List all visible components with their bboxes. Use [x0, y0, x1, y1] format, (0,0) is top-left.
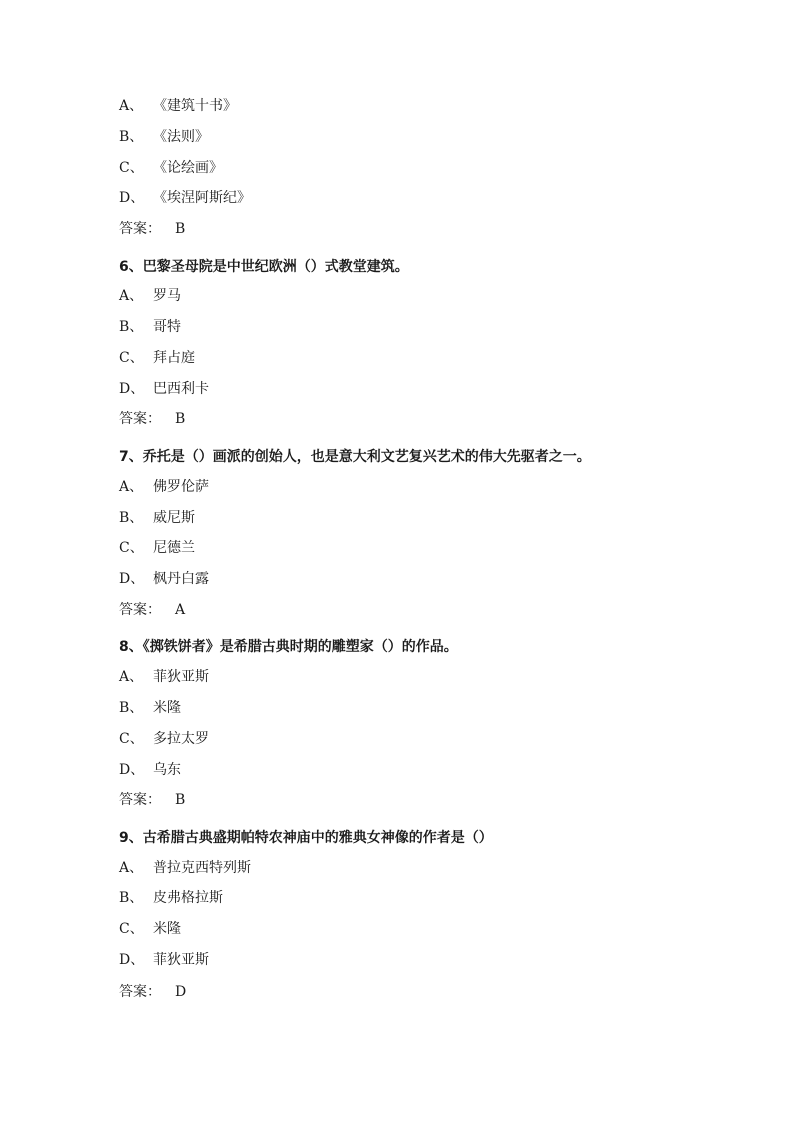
option-letter: D、	[119, 952, 145, 968]
option-line	[119, 318, 181, 336]
option-text: 枫丹白露	[153, 571, 209, 587]
option-line	[119, 730, 209, 748]
answer-line	[119, 601, 185, 619]
option-letter: D、	[119, 762, 145, 778]
option-text: 《法则》	[153, 129, 209, 145]
option-letter: A、	[119, 479, 144, 495]
answer-label: 答案：	[119, 984, 161, 1000]
option-text: 多拉太罗	[153, 731, 209, 747]
answer-label: 答案：	[119, 602, 161, 618]
option-text: 罗马	[153, 288, 181, 304]
option-text: 普拉克西特列斯	[153, 860, 251, 876]
answer-line	[119, 410, 185, 428]
option-text: 哥特	[153, 319, 181, 335]
option-text: 乌东	[153, 762, 181, 778]
answer-value: A	[175, 602, 186, 618]
option-letter: B、	[119, 129, 144, 145]
option-text: 皮弗格拉斯	[153, 890, 223, 906]
option-letter: C、	[119, 160, 144, 176]
option-text: 《建筑十书》	[153, 98, 237, 114]
option-text: 巴西利卡	[153, 381, 209, 397]
option-line	[119, 699, 181, 717]
option-letter: A、	[119, 860, 144, 876]
option-line	[119, 128, 209, 146]
option-text: 尼德兰	[153, 540, 195, 556]
option-text: 《埃涅阿斯纪》	[153, 190, 251, 206]
answer-line	[119, 791, 185, 809]
option-letter: D、	[119, 571, 145, 587]
option-text: 拜占庭	[153, 350, 195, 366]
option-line	[119, 889, 223, 907]
answer-value: D	[175, 984, 187, 1000]
question-title: 7、乔托是（）画派的创始人，也是意大利文艺复兴艺术的伟大先驱者之一。	[119, 449, 591, 465]
question-title: 8、《掷铁饼者》是希腊古典时期的雕塑家（）的作品。	[119, 639, 458, 655]
option-line	[119, 539, 195, 557]
option-letter: B、	[119, 700, 144, 716]
option-line	[119, 859, 251, 877]
option-line	[119, 380, 209, 398]
option-letter: B、	[119, 890, 144, 906]
option-letter: B、	[119, 510, 144, 526]
answer-value: B	[175, 221, 186, 237]
option-text: 威尼斯	[153, 510, 195, 526]
option-line	[119, 159, 223, 177]
option-line	[119, 349, 195, 367]
option-letter: D、	[119, 381, 145, 397]
answer-label: 答案：	[119, 411, 161, 427]
option-text: 《论绘画》	[153, 160, 223, 176]
option-line	[119, 287, 181, 305]
option-text: 菲狄亚斯	[153, 952, 209, 968]
option-letter: A、	[119, 669, 144, 685]
option-line	[119, 668, 209, 686]
option-letter: A、	[119, 288, 144, 304]
answer-label: 答案：	[119, 792, 161, 808]
option-line	[119, 509, 195, 527]
option-letter: C、	[119, 540, 144, 556]
option-letter: C、	[119, 731, 144, 747]
option-letter: B、	[119, 319, 144, 335]
option-line	[119, 189, 251, 207]
answer-label: 答案：	[119, 221, 161, 237]
answer-line	[119, 220, 185, 238]
option-line	[119, 761, 181, 779]
option-letter: C、	[119, 350, 144, 366]
answer-value: B	[175, 411, 186, 427]
option-line	[119, 97, 237, 115]
option-letter: C、	[119, 921, 144, 937]
option-line	[119, 920, 181, 938]
answer-value: B	[175, 792, 186, 808]
option-line	[119, 951, 209, 969]
question-title: 9、古希腊古典盛期帕特农神庙中的雅典女神像的作者是（）	[119, 830, 493, 846]
option-text: 菲狄亚斯	[153, 669, 209, 685]
option-line	[119, 478, 209, 496]
option-text: 米隆	[153, 921, 181, 937]
option-text: 佛罗伦萨	[153, 479, 209, 495]
option-text: 米隆	[153, 700, 181, 716]
option-letter: D、	[119, 190, 145, 206]
question-title: 6、巴黎圣母院是中世纪欧洲（）式教堂建筑。	[119, 259, 409, 275]
answer-line	[119, 983, 186, 1001]
option-line	[119, 570, 209, 588]
option-letter: A、	[119, 98, 144, 114]
